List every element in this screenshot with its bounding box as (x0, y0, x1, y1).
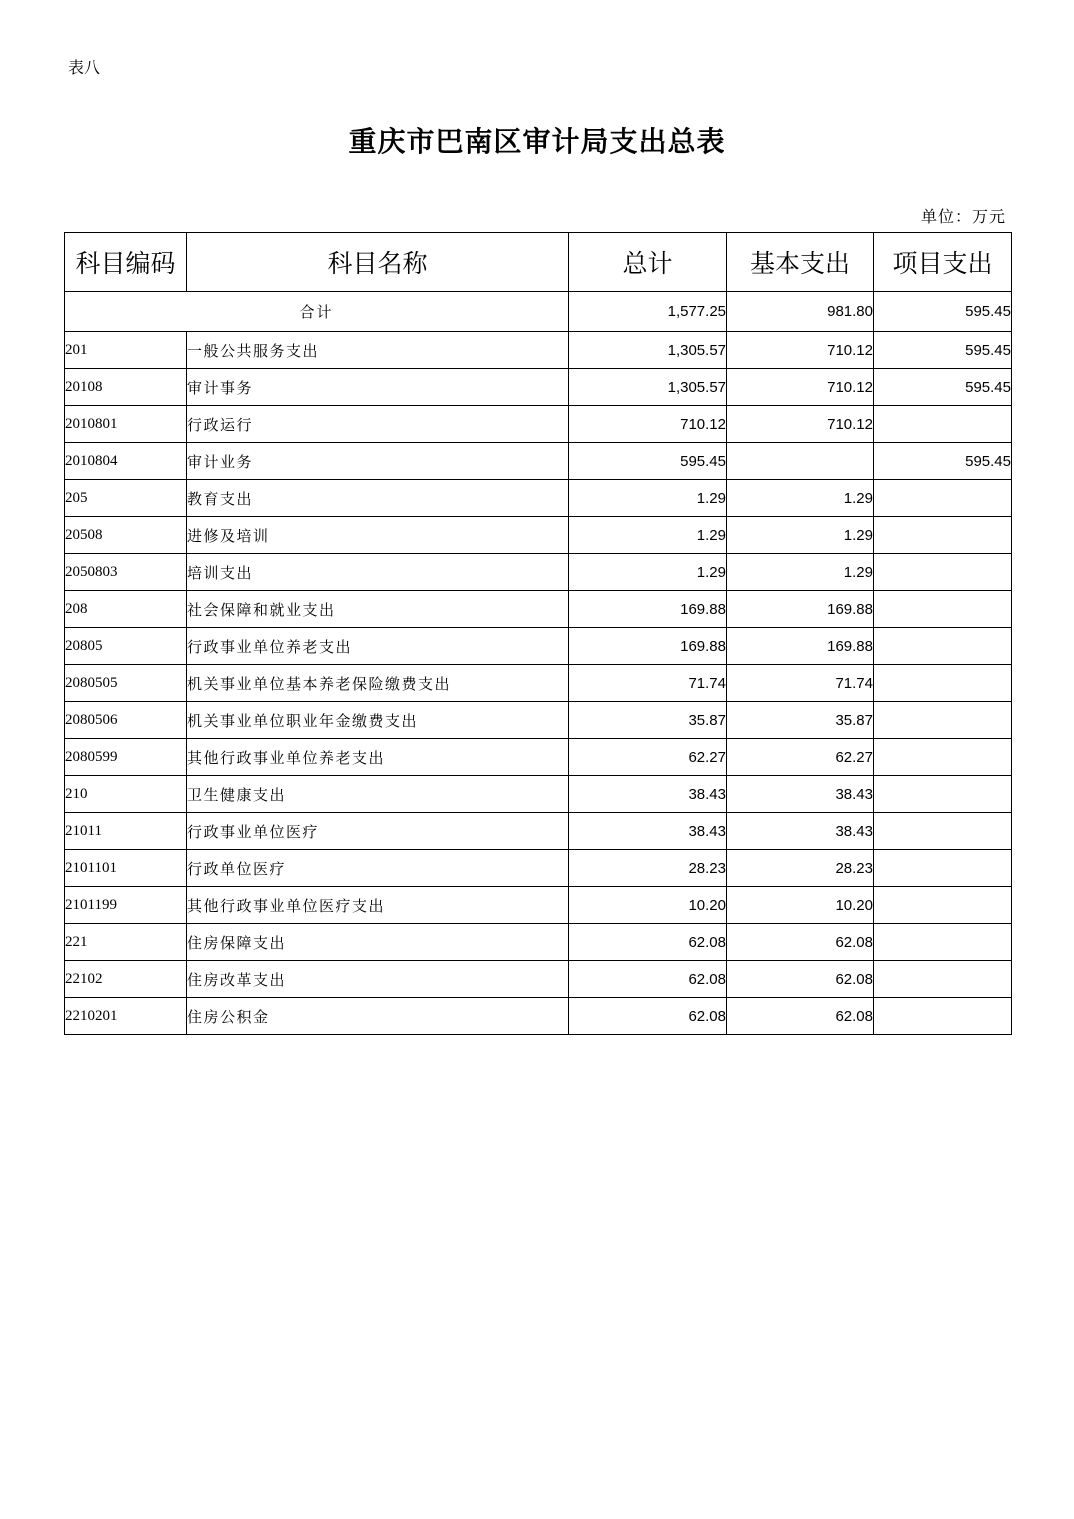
row-code: 205 (65, 480, 187, 517)
row-name: 卫生健康支出 (187, 776, 569, 813)
table-row (65, 628, 1012, 665)
row-name: 机关事业单位职业年金缴费支出 (187, 702, 569, 739)
expenditure-table (64, 232, 1012, 1035)
row-code: 2080599 (65, 739, 187, 776)
row-project-value (874, 850, 1012, 887)
row-name: 住房保障支出 (187, 924, 569, 961)
row-code: 21011 (65, 813, 187, 850)
total-total-value: 1,577.25 (569, 292, 727, 332)
table-row (65, 813, 1012, 850)
row-project-value (874, 776, 1012, 813)
row-project-value (874, 591, 1012, 628)
row-project-value (874, 961, 1012, 998)
row-basic-value: 62.08 (727, 924, 874, 961)
table-row (65, 850, 1012, 887)
table-row (65, 554, 1012, 591)
row-basic-value: 10.20 (727, 887, 874, 924)
row-name: 住房改革支出 (187, 961, 569, 998)
row-basic-value: 62.27 (727, 739, 874, 776)
row-basic-value: 710.12 (727, 332, 874, 369)
row-project-value (874, 924, 1012, 961)
row-total-value: 710.12 (569, 406, 727, 443)
row-basic-value: 710.12 (727, 406, 874, 443)
row-project-value (874, 406, 1012, 443)
row-code: 2101101 (65, 850, 187, 887)
row-code: 221 (65, 924, 187, 961)
row-name: 社会保障和就业支出 (187, 591, 569, 628)
header-total: 总计 (569, 233, 727, 292)
total-project-value: 595.45 (874, 292, 1012, 332)
row-total-value: 62.08 (569, 961, 727, 998)
row-total-value: 595.45 (569, 443, 727, 480)
row-name: 其他行政事业单位医疗支出 (187, 887, 569, 924)
table-row (65, 739, 1012, 776)
unit-label: 单位：万元 (920, 207, 1006, 226)
table-row (65, 998, 1012, 1035)
row-basic-value: 38.43 (727, 776, 874, 813)
row-basic-value: 71.74 (727, 665, 874, 702)
row-total-value: 1.29 (569, 480, 727, 517)
row-code: 2080506 (65, 702, 187, 739)
row-basic-value: 1.29 (727, 480, 874, 517)
table-row (65, 517, 1012, 554)
row-name: 一般公共服务支出 (187, 332, 569, 369)
header-code: 科目编码 (65, 233, 187, 292)
row-total-value: 1.29 (569, 517, 727, 554)
row-total-value: 71.74 (569, 665, 727, 702)
row-name: 机关事业单位基本养老保险缴费支出 (187, 665, 569, 702)
row-total-value: 62.08 (569, 924, 727, 961)
page-title: 重庆市巴南区审计局支出总表 (348, 125, 726, 158)
row-code: 210 (65, 776, 187, 813)
row-name: 行政运行 (187, 406, 569, 443)
row-total-value: 1.29 (569, 554, 727, 591)
row-project-value (874, 554, 1012, 591)
row-total-value: 38.43 (569, 776, 727, 813)
row-name: 审计业务 (187, 443, 569, 480)
row-code: 2010801 (65, 406, 187, 443)
row-basic-value: 1.29 (727, 554, 874, 591)
table-row (65, 443, 1012, 480)
row-name: 其他行政事业单位养老支出 (187, 739, 569, 776)
row-name: 住房公积金 (187, 998, 569, 1035)
total-basic-value: 981.80 (727, 292, 874, 332)
row-basic-value: 62.08 (727, 998, 874, 1035)
total-label: 合计 (65, 292, 569, 332)
row-project-value (874, 998, 1012, 1035)
row-code: 2080505 (65, 665, 187, 702)
row-basic-value: 38.43 (727, 813, 874, 850)
table-row (65, 332, 1012, 369)
row-code: 208 (65, 591, 187, 628)
row-name: 教育支出 (187, 480, 569, 517)
row-code: 201 (65, 332, 187, 369)
row-project-value: 595.45 (874, 332, 1012, 369)
table-row (65, 480, 1012, 517)
row-name: 行政事业单位养老支出 (187, 628, 569, 665)
row-code: 2010804 (65, 443, 187, 480)
row-basic-value: 62.08 (727, 961, 874, 998)
row-project-value (874, 813, 1012, 850)
row-name: 进修及培训 (187, 517, 569, 554)
row-project-value (874, 480, 1012, 517)
row-code: 22102 (65, 961, 187, 998)
row-name: 行政事业单位医疗 (187, 813, 569, 850)
row-code: 20108 (65, 369, 187, 406)
row-total-value: 28.23 (569, 850, 727, 887)
total-row (65, 292, 1012, 332)
table-row (65, 369, 1012, 406)
row-project-value (874, 702, 1012, 739)
table-number-label: 表八 (68, 58, 101, 77)
row-code: 2210201 (65, 998, 187, 1035)
row-basic-value: 710.12 (727, 369, 874, 406)
row-basic-value: 28.23 (727, 850, 874, 887)
table-row (65, 887, 1012, 924)
row-project-value (874, 665, 1012, 702)
row-code: 20508 (65, 517, 187, 554)
row-code: 20805 (65, 628, 187, 665)
table-row (65, 702, 1012, 739)
row-name: 培训支出 (187, 554, 569, 591)
table-row (65, 665, 1012, 702)
table-row (65, 924, 1012, 961)
header-basic: 基本支出 (727, 233, 874, 292)
row-project-value (874, 887, 1012, 924)
row-basic-value: 1.29 (727, 517, 874, 554)
row-total-value: 1,305.57 (569, 369, 727, 406)
row-total-value: 38.43 (569, 813, 727, 850)
row-project-value (874, 628, 1012, 665)
row-total-value: 35.87 (569, 702, 727, 739)
table-header-row (65, 233, 1012, 292)
row-project-value (874, 739, 1012, 776)
row-name: 审计事务 (187, 369, 569, 406)
header-name: 科目名称 (187, 233, 569, 292)
row-code: 2101199 (65, 887, 187, 924)
row-basic-value: 169.88 (727, 628, 874, 665)
row-total-value: 62.27 (569, 739, 727, 776)
row-basic-value: 35.87 (727, 702, 874, 739)
row-code: 2050803 (65, 554, 187, 591)
row-project-value (874, 517, 1012, 554)
table-row (65, 961, 1012, 998)
row-basic-value: 169.88 (727, 591, 874, 628)
row-project-value: 595.45 (874, 443, 1012, 480)
row-total-value: 169.88 (569, 628, 727, 665)
table-row (65, 406, 1012, 443)
row-project-value: 595.45 (874, 369, 1012, 406)
row-total-value: 10.20 (569, 887, 727, 924)
row-total-value: 1,305.57 (569, 332, 727, 369)
row-name: 行政单位医疗 (187, 850, 569, 887)
table-row (65, 591, 1012, 628)
row-total-value: 169.88 (569, 591, 727, 628)
row-basic-value (727, 443, 874, 480)
header-project: 项目支出 (874, 233, 1012, 292)
table-row (65, 776, 1012, 813)
row-total-value: 62.08 (569, 998, 727, 1035)
